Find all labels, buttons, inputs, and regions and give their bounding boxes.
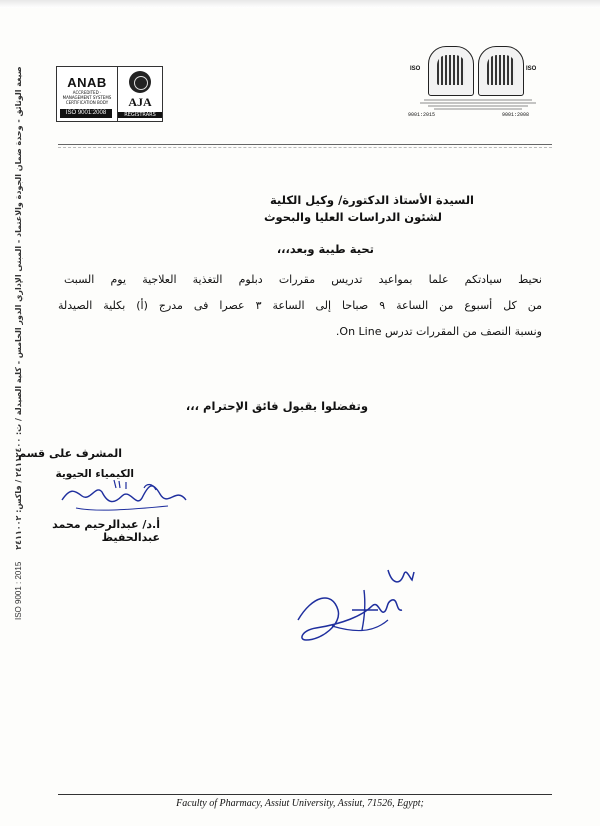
header-divider [58,144,552,145]
body-line2: من كل أسبوع من الساعة ٩ صباحا إلى الساعة ٣ عصرا فى مدرج (أ) بكلية الصيدلة [58,299,543,312]
scan-edge [0,0,600,8]
supervisor-signature [56,478,196,518]
addressee-line1: السيدة الأستاذ الدكتورة/ وكيل الكلية [269,193,474,207]
aja-logo [117,66,163,122]
supervisor-title: المشرف على قسم [18,447,122,460]
fine-print-lines [414,98,542,110]
header-divider-dashed [58,147,552,148]
approval-signature [292,560,442,654]
aja-logo-subtitle: REGISTRARS [118,112,162,118]
university-emblems [408,46,548,122]
anab-logo-standard: ISO 9001:2008 [60,109,112,118]
cert-number-right: 9001:2008 [502,112,530,118]
body-line1: نحيط سيادتكم علما بمواعيد تدريس مقررات دبلوم التغذية العلاجية يوم السبت [64,273,542,286]
closing: وتفضلوا بقبول فائق الإحترام ،،، [185,399,368,413]
side-note-iso: ISO 9001 : 2015 [14,561,23,620]
iso-label-right: ISO [526,66,537,72]
footer-divider [58,794,552,795]
side-note [14,66,23,620]
emblem-fine-print [414,98,542,112]
side-note-text: صيغة الوثائق - وحدة ضمان الجودة والاعتماد - المبنى الإداري الدور الخامس - كلية الصيدلة / ت: ٢٤١١٢٤٠٠ / فاكس: ٢٤١١٠٠٢ [14,66,23,550]
anab-logo-name: ANAB [67,75,107,90]
aja-logo-name: AJA [128,95,152,109]
department-name: الكيمياء الحيوية [55,468,134,480]
globe-icon [129,71,151,93]
footer-address: Faculty of Pharmacy, Assiut University, Assiut, 71526, Egypt; [176,798,424,809]
signer-name: أ.د/ عبدالرحيم محمد عبدالحفيظ [52,518,160,544]
addressee-line2: لشئون الدراسات العليا والبحوث [263,210,442,224]
cert-number-left: 9001:2015 [408,112,436,118]
iso-label-left: ISO [410,66,421,72]
anab-logo [56,66,118,122]
anab-logo-subtitle: ACCREDITED · MANAGEMENT SYSTEMS CERTIFICATION BODY [62,90,112,105]
body-line3: ونسبة النصف من المقررات تدرس On Line. [335,325,542,338]
faculty-emblem-icon [478,46,524,96]
greeting: تحية طيبة وبعد،،، [276,242,374,256]
university-emblem-icon [428,46,474,96]
